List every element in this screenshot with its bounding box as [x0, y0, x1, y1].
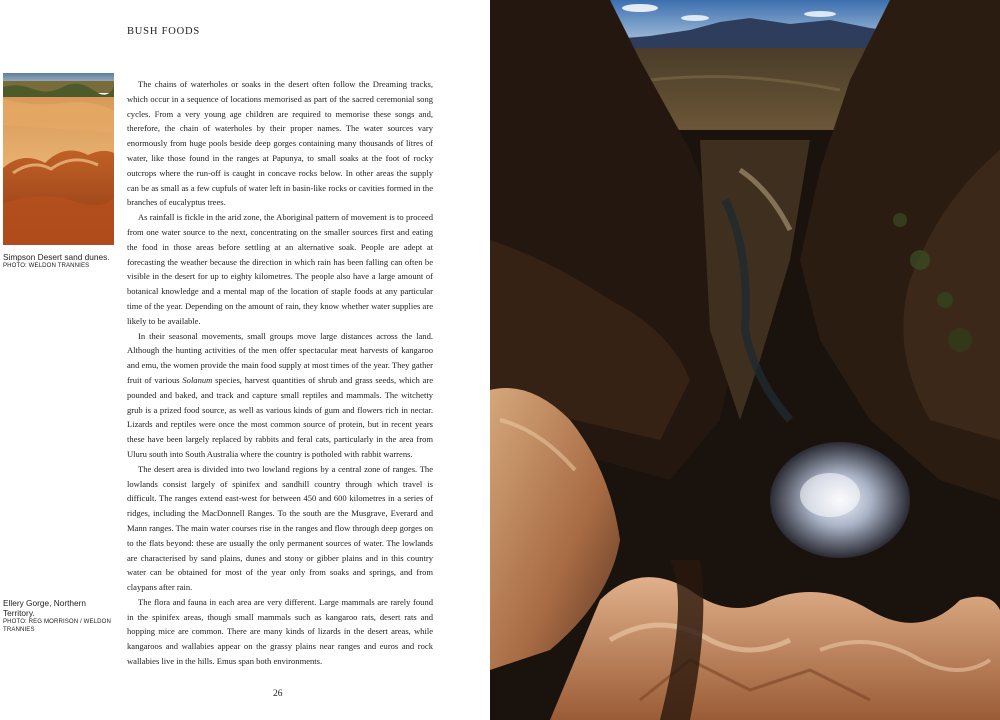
paragraph: The chains of waterholes or soaks in the desert often follow the Dreaming tracks, which occur in a sequence of locations memorised as part of the sacred ceremonial song cycles. From a very young age children are required to memorise these songs and, therefore, the chain of waterholes by their proper names. The water sources vary enormously from huge pools beside deep gorges containing many thousands of litres of water, like those found in the ranges at Papunya, to small soaks at the foot of rocky outcrops where the run-off is caught in concave rocks below. In other areas the supply can be as small as a few cupfuls of water left in basin-like rocks or cavities formed in the branches of eucalyptus trees. — [127, 79, 433, 208]
caption-sand-dunes — [3, 252, 123, 270]
caption-credit: PHOTO: WELDON TRANNIES — [3, 262, 90, 269]
running-head: BUSH FOODS — [127, 26, 201, 37]
left-page — [0, 0, 490, 720]
sand-dunes-photo — [3, 73, 114, 245]
paragraph: The flora and fauna in each area are very different. Large mammals are rarely found in the spinifex areas, though small mammals such as kangaroo rats, desert rats and hopping mice are common. There are many kinds of lizards in the desert areas, while kangaroos and wallabies appear on the grassy plains near ranges and euros and rock wallabies live in the hills. Emus span both environments. — [127, 596, 433, 667]
paragraph: The desert area is divided into two lowland regions by a central zone of ranges. The lowlands consist largely of spinifex and sandhill country through which travel is difficult. The ranges extend east-west for between 450 and 600 kilometres in a series of ridges, including the MacDonnell Ranges. To the south are the Musgrave, Everard and Mann ranges. The main water courses rise in the ranges and flow through deep gorges on to the flats beyond: these are usually the only permanent sources of water. The lowlands are characterised by sand plains, dunes and stony or gibber plains and in this country water can be obtained for most of the year only from soaks and springs, and from claypans after rain. — [127, 463, 433, 593]
gorge-photo — [490, 0, 1000, 720]
caption-gorge — [3, 598, 113, 634]
caption-credit: PHOTO: REG MORRISON / WELDON TRANNIES — [3, 618, 111, 633]
caption-title: Simpson Desert sand dunes. — [3, 252, 110, 262]
gorge-photo-graphic — [490, 0, 1000, 720]
paragraph: In their seasonal movements, small groups move large distances across the land. Although the hunting activities of the men offer spectacular meat harvests of kangaroo and emu, the women provide the main food supply at most times of the year. They gather fruit of various Solanum species, harvest quantities of shrub and grass seeds, which are pounded and baked, and track and capture small reptiles and mammals. The witchetty grub is a prized food source, as well as various kinds of gum and flowers rich in nectar. Lizards and reptiles were once the most common source of protein, but in recent years these have been largely replaced by rabbits and feral cats, particularly in the area from Uluru south into South Australia where the country is potholed with rabbit warrens. — [127, 330, 433, 459]
caption-title: Ellery Gorge, Northern Territory. — [3, 598, 87, 618]
page-number: 26 — [273, 689, 283, 699]
italic-term: Solanum — [182, 374, 213, 385]
paragraph: As rainfall is fickle in the arid zone, the Aboriginal pattern of movement is to proceed from one water source to the next, concentrating on the smaller sources first and eating the food in those areas before settling at an alternative soak. People are adept at forecasting the weather because the direction in which rain has been falling can often be visible in the desert for up to eighty kilometres. The people also have a large amount of botanical knowledge and a mental map of the location of staple foods at any particular time of the year. Depending on the amount of rain, they know whether water supplies are likely to be available. — [127, 212, 433, 326]
body-text — [127, 77, 433, 669]
sand-dunes-photo-graphic — [3, 73, 114, 245]
